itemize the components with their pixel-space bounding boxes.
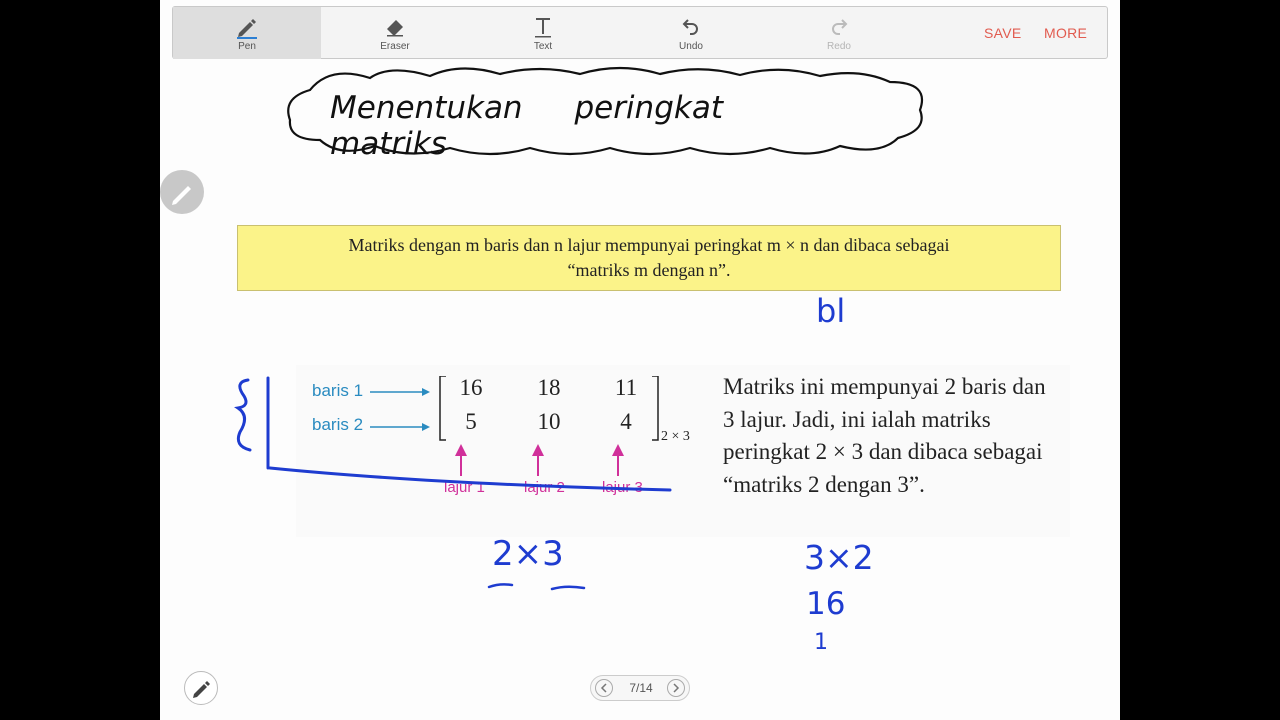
definition-line-2: “matriks m dengan n”.: [567, 260, 731, 280]
edit-mode-button[interactable]: [184, 671, 218, 705]
matrix-cell-r1c2: 18: [537, 375, 561, 400]
column-label-1: lajur 1: [444, 479, 485, 496]
row-label-1: baris 1: [312, 381, 364, 400]
redo-label: Redo: [827, 41, 851, 52]
previous-page-button[interactable]: [595, 679, 613, 697]
pencil-icon: [160, 170, 204, 214]
note-app: [160, 0, 1120, 720]
chevron-left-icon: [596, 680, 612, 696]
text-icon: [531, 15, 555, 39]
matrix-cell-r2c1: 5: [465, 409, 477, 434]
note-canvas[interactable]: [160, 60, 1120, 720]
more-button[interactable]: MORE: [1044, 25, 1088, 41]
row-label-2: baris 2: [312, 415, 364, 434]
eraser-tool-label: Eraser: [380, 41, 410, 52]
example-explanation: Matriks ini mempunyai 2 baris dan 3 lajur. Jadi, ini ialah matriks peringkat 2 × 3 dan dibaca sebagai “matriks 2 dengan 3”.: [723, 374, 1046, 497]
text-tool-button[interactable]: [469, 7, 617, 59]
ink-note-16: 16: [806, 586, 846, 622]
undo-button[interactable]: [617, 7, 765, 59]
definition-box: [237, 225, 1061, 291]
ink-note-3x2: 3×2: [804, 538, 874, 577]
page-indicator: 7/14: [629, 681, 653, 695]
ink-note-2x3: 2×3: [492, 534, 564, 574]
floating-pen-button[interactable]: [160, 170, 204, 214]
matrix-cell-r1c3: 11: [614, 375, 638, 400]
undo-label: Undo: [679, 41, 703, 52]
ink-note-bl: bl: [816, 292, 846, 330]
ink-underlines: [486, 578, 590, 592]
pen-tool-button[interactable]: [173, 7, 321, 59]
redo-icon: [827, 15, 851, 39]
matrix-cell-r2c2: 10: [537, 409, 561, 434]
undo-icon: [679, 15, 703, 39]
redo-button[interactable]: [765, 7, 913, 59]
ink-note-1: 1: [814, 630, 828, 655]
page-navigator: [590, 675, 690, 701]
handwritten-title: Menentukan peringkat matriks: [330, 90, 723, 162]
column-label-2: lajur 2: [524, 479, 565, 496]
eraser-icon: [383, 15, 407, 39]
eraser-tool-button[interactable]: [321, 7, 469, 59]
column-label-3: lajur 3: [602, 479, 643, 496]
save-button[interactable]: SAVE: [984, 25, 1022, 41]
pen-tool-label: Pen: [238, 41, 256, 52]
ink-annotation-strokes: [230, 372, 680, 502]
drawing-toolbar: [172, 6, 1108, 59]
chevron-right-icon: [668, 680, 684, 696]
pen-edit-icon: [185, 672, 217, 704]
text-tool-label: Text: [533, 41, 553, 52]
matrix-cell-r2c3: 4: [620, 409, 632, 434]
definition-line-1: Matriks dengan m baris dan n lajur mempunyai peringkat m × n dan dibaca sebagai: [348, 235, 950, 255]
next-page-button[interactable]: [667, 679, 685, 697]
matrix-cell-r1c1: 16: [459, 375, 483, 400]
matrix-dimension: 2 × 3: [661, 429, 690, 444]
pen-icon: [235, 15, 259, 39]
